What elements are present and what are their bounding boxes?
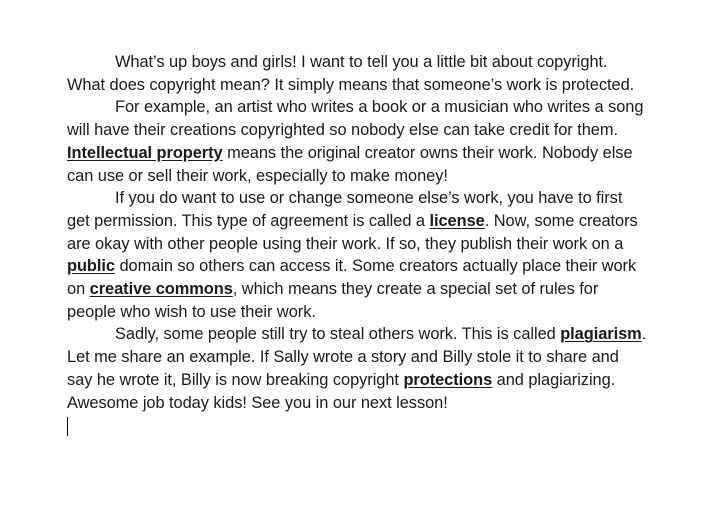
- paragraph-intro: [67, 51, 647, 96]
- text-run: and plagiarizing. Awesome job today kids! See you in our next lesson!: [67, 370, 616, 412]
- text-run: For example, an artist who writes a book or a musician who writes a song will have their creations copyrighted so nobody else can take credit for them.: [67, 98, 644, 140]
- text-cursor: [67, 417, 68, 436]
- paragraph-permission: [67, 187, 647, 323]
- document-body[interactable]: [67, 51, 647, 436]
- term-protections: protections: [403, 370, 493, 389]
- term-license: license: [429, 211, 485, 230]
- term-intellectual-property: Intellectual property: [67, 143, 223, 162]
- text-run: . Now, some creators are okay with other people using their work. If so, they publish their work on a: [67, 211, 638, 253]
- paragraph-example: [67, 96, 647, 187]
- text-run: Sadly, some people still try to steal others work. This is called: [115, 325, 561, 344]
- text-run: means the original creator owns their work. Nobody else can use or sell their work, especially to make money!: [67, 143, 633, 185]
- term-creative-commons: creative commons: [89, 280, 233, 299]
- term-public: public: [67, 257, 115, 276]
- text-run: What’s up boys and girls! I want to tell you a little bit about copyright. What does copyright mean? It simply means that someone’s work is protected.: [67, 53, 635, 94]
- paragraph-plagiarism: [67, 323, 647, 414]
- text-run: , which means they create a special set of rules for people who wish to use their work.: [67, 280, 599, 321]
- term-plagiarism: plagiarism: [560, 325, 642, 344]
- text-run: domain so others can access it. Some creators actually place their work on: [67, 257, 637, 299]
- text-run: . Let me share an example. If Sally wrote a story and Billy stole it to share and say he wrote it, Billy is now breaking copyright: [67, 325, 647, 389]
- text-run: If you do want to use or change someone else’s work, you have to first get permission. This type of agreement is called a: [67, 189, 623, 230]
